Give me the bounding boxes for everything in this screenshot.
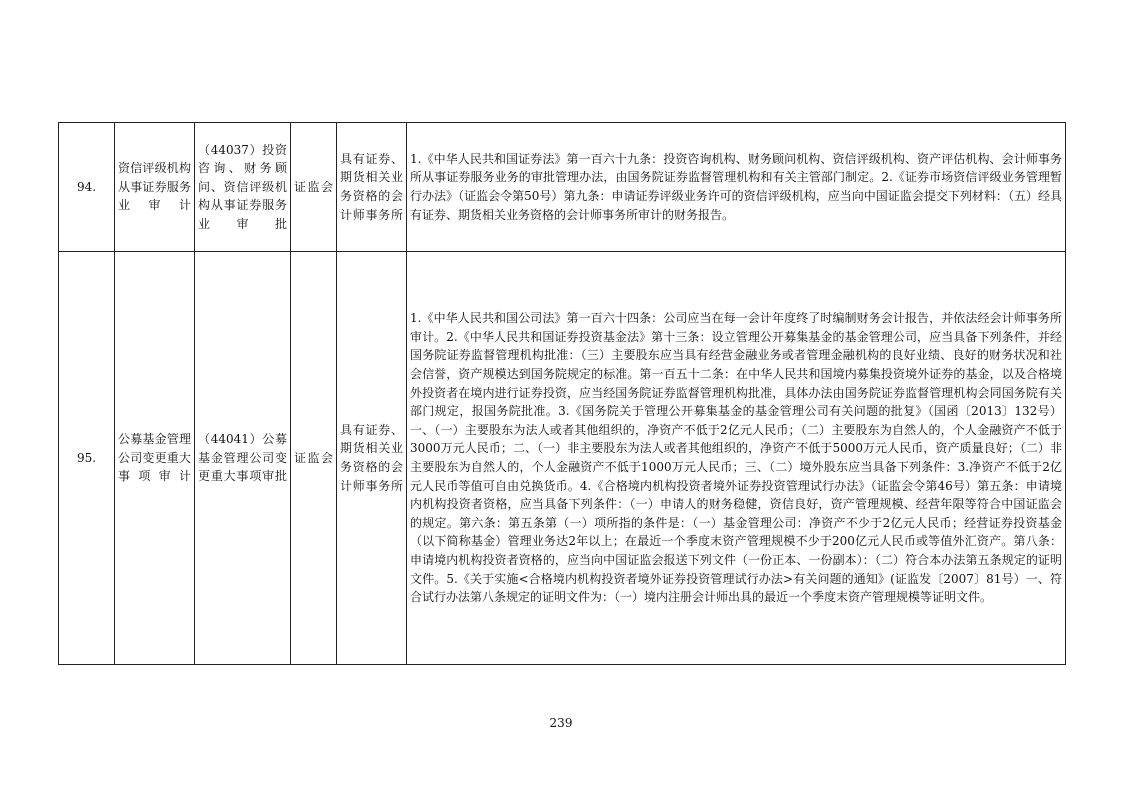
page-number: 239 (549, 716, 573, 730)
regulation-table (58, 122, 1066, 665)
audit-item-name: 公募基金管理公司变更重大事项审计 (115, 252, 195, 665)
row-number: 94. (59, 123, 115, 252)
department: 证监会 (291, 123, 337, 252)
legal-basis: 1.《中华人民共和国证券法》第一百六十九条：投资咨询机构、财务顾问机构、资信评级机构、资产评估机构、会计师事务所从事证券服务业务的审批管理办法，由国务院证券监督管理机构和有关主管部门制定。2.《证券市场资信评级业务管理暂行办法》（证监会令第50号）第九条：申请证券评级业务许可的资信评级机构，应当向中国证监会提交下列材料：（五）经具有证券、期货相关业务资格的会计师事务所审计的财务报告。 (407, 123, 1066, 252)
approval-item: （44041）公募基金管理公司变更重大事项审批 (195, 252, 291, 665)
department: 证监会 (291, 252, 337, 665)
row-number: 95. (59, 252, 115, 665)
approval-item: （44037）投资咨询、财务顾问、资信评级机构从事证券服务业审批 (195, 123, 291, 252)
legal-basis: 1.《中华人民共和国公司法》第一百六十四条：公司应当在每一会计年度终了时编制财务会计报告，并依法经会计师事务所审计。2.《中华人民共和国证券投资基金法》第十三条：设立管理公开募集基金的基金管理公司，应当具备下列条件，并经国务院证券监督管理机构批准：（三）主要股东应当具有经营金融业务或者管理金融机构的良好业绩、良好的财务状况和社会信誉，资产规模达到国务院规定的标准。第一百五十二条：在中华人民共和国境内募集投资境外证券的基金，以及合格境外投资者在境内进行证券投资，应当经国务院证券监督管理机构批准，具体办法由国务院证券监督管理机构会同国务院有关部门规定，报国务院批准。3.《国务院关于管理公开募集基金的基金管理公司有关问题的批复》（国函〔2013〕132号）一、（一）主要股东为法人或者其他组织的，净资产不低于2亿元人民币；（二）主要股东为自然人的，个人金融资产不低于3000万元人民币；二、（一）非主要股东为法人或者其他组织的，净资产不低于5000万元人民币，资产质量良好；（二）非主要股东为自然人的，个人金融资产不低于1000万元人民币；三、（二）境外股东应当具备下列条件：3.净资产不低于2亿元人民币等值可自由兑换货币。4.《合格境内机构投资者境外证券投资管理试行办法》（证监会令第46号）第五条：申请境内机构投资者资格，应当具备下列条件：（一）申请人的财务稳健，资信良好，资产管理规模、经营年限等符合中国证监会的规定。第六条：第五条第（一）项所指的条件是：（一）基金管理公司：净资产不少于2亿元人民币；经营证券投资基金（以下简称基金）管理业务达2年以上；在最近一个季度末资产管理规模不少于200亿元人民币或等值外汇资产。第八条：申请境内机构投资者资格的，应当向中国证监会报送下列文件（一份正本、一份副本）：（二）符合本办法第五条规定的证明文件。5.《关于实施<合格境内机构投资者境外证券投资管理试行办法>有关问题的通知》(证监发〔2007〕81号）一、符合试行办法第八条规定的证明文件为：（一）境内注册会计师出具的最近一个季度末资产管理规模等证明文件。 (407, 252, 1066, 665)
table-row (59, 252, 1066, 665)
table-row (59, 123, 1066, 252)
qualification-condition: 具有证券、期货相关业务资格的会计师事务所 (337, 252, 407, 665)
audit-item-name: 资信评级机构从事证券服务业审计 (115, 123, 195, 252)
qualification-condition: 具有证券、期货相关业务资格的会计师事务所 (337, 123, 407, 252)
